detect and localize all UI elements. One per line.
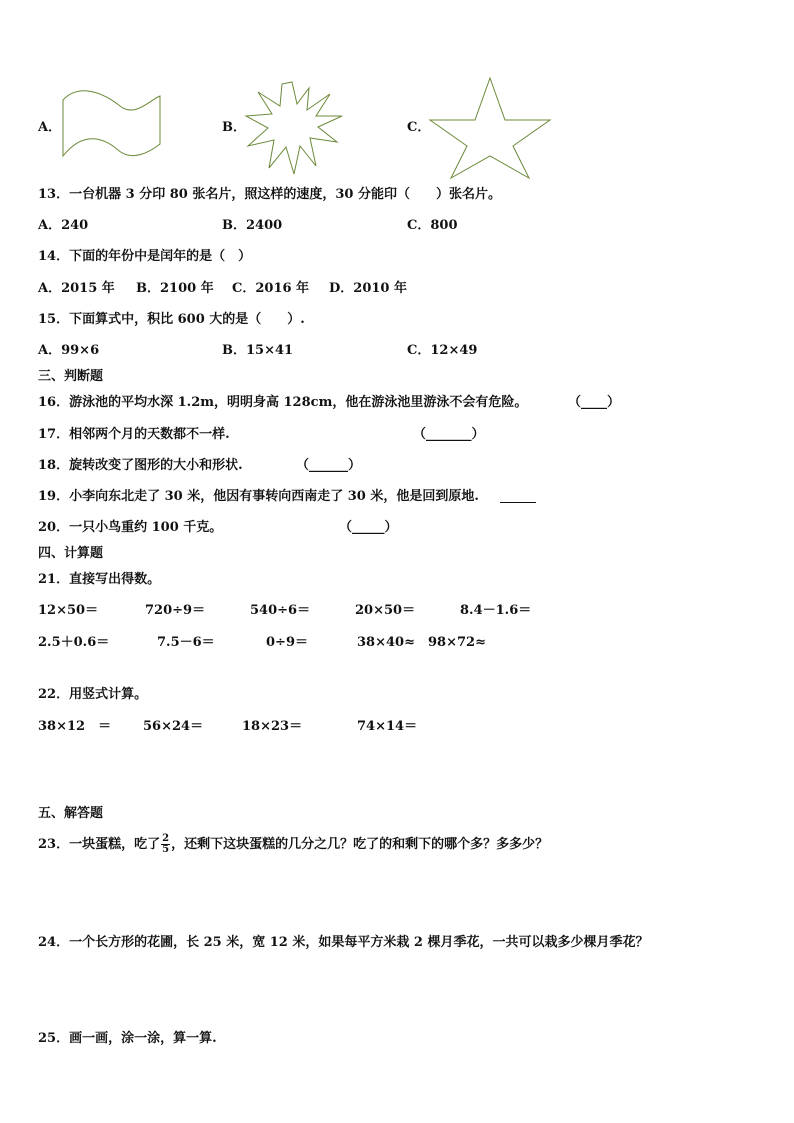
question-15-stem: 15．下面算式中，积比 600 大的是（ ）. [38, 312, 305, 327]
q15-option-c: C．12×49 [407, 343, 478, 358]
question-22-stem: 22．用竖式计算。 [38, 687, 148, 702]
question-13-stem: 13．一台机器 3 分印 80 张名片，照这样的速度，30 分能印（ ）张名片。 [38, 187, 501, 202]
q13-option-a: A．240 [38, 218, 89, 233]
question-23-prefix: 23．一块蛋糕，吃了 [38, 837, 161, 852]
q15-option-b: B．15×41 [222, 343, 294, 358]
section-5-heading: 五、解答题 [38, 806, 104, 821]
question-23-text [38, 834, 548, 855]
question-18-text: 18．旋转改变了图形的大小和形状. [38, 458, 243, 473]
fraction-denominator: 5 [162, 844, 170, 855]
option-c-label: C． [407, 120, 431, 135]
vertical-calc-item: 74×14＝ [357, 719, 418, 734]
vertical-calc-item: 38×12 ＝ [38, 719, 112, 734]
question-14-stem: 14．下面的年份中是闰年的是（ ） [38, 249, 252, 264]
calc-item: 2.5＋0.6＝ [38, 635, 110, 650]
calc-item: 98×72≈ [428, 635, 486, 650]
question-16-answer-blank[interactable]: （____） [568, 395, 621, 410]
vertical-calc-item: 18×23＝ [242, 719, 303, 734]
q13-option-c: C．800 [407, 218, 458, 233]
section-3-heading: 三、判断题 [38, 369, 104, 384]
section-4-heading: 四、计算题 [38, 546, 104, 561]
star-icon [426, 76, 554, 180]
vertical-calc-item: 56×24＝ [143, 719, 204, 734]
question-19-text: 19．小李向东北走了 30 米，他因有事转向西南走了 30 米，他是回到原地. [38, 489, 479, 504]
calc-item: 38×40≈ [357, 635, 415, 650]
question-19-answer-blank[interactable] [500, 490, 536, 503]
question-20-text: 20．一只小鸟重约 100 千克。 [38, 520, 223, 535]
question-18-answer-blank[interactable]: （______） [296, 458, 362, 473]
fraction [161, 834, 170, 855]
question-20-answer-blank[interactable]: （_____） [339, 520, 398, 535]
q14-option-b: B．2100 年 [136, 281, 214, 296]
q14-option-a: A．2015 年 [38, 281, 115, 296]
question-25-text: 25．画一画，涂一涂，算一算. [38, 1031, 217, 1046]
question-23-suffix: ，还剩下这块蛋糕的几分之几？吃了的和剩下的哪个多？多多少？ [171, 837, 549, 852]
question-17-answer-blank[interactable]: （_______） [413, 427, 485, 442]
calc-item: 720÷9＝ [145, 603, 206, 618]
calc-item: 0÷9＝ [266, 635, 308, 650]
option-b-label: B． [222, 120, 246, 135]
question-16-text: 16．游泳池的平均水深 1.2m，明明身高 128cm，他在游泳池里游泳不会有危险。 [38, 395, 528, 410]
q14-option-d: D．2010 年 [329, 281, 407, 296]
q13-option-b: B．2400 [222, 218, 283, 233]
flag-icon [60, 88, 164, 160]
question-21-stem: 21．直接写出得数。 [38, 572, 161, 587]
calc-item: 8.4－1.6＝ [460, 603, 532, 618]
q15-option-a: A．99×6 [38, 343, 100, 358]
q14-option-c: C．2016 年 [232, 281, 310, 296]
calc-item: 540÷6＝ [250, 603, 311, 618]
question-17-text: 17．相邻两个月的天数都不一样. [38, 427, 230, 442]
fraction-numerator: 2 [162, 833, 170, 844]
question-24-text: 24．一个长方形的花圃，长 25 米，宽 12 米，如果每平方米栽 2 棵月季花，一共可以栽多少棵月季花？ [38, 935, 649, 950]
starburst-icon [244, 80, 344, 176]
calc-item: 20×50＝ [355, 603, 416, 618]
option-a-label: A． [38, 120, 62, 135]
calc-item: 12×50＝ [38, 603, 99, 618]
calc-item: 7.5－6＝ [157, 635, 215, 650]
